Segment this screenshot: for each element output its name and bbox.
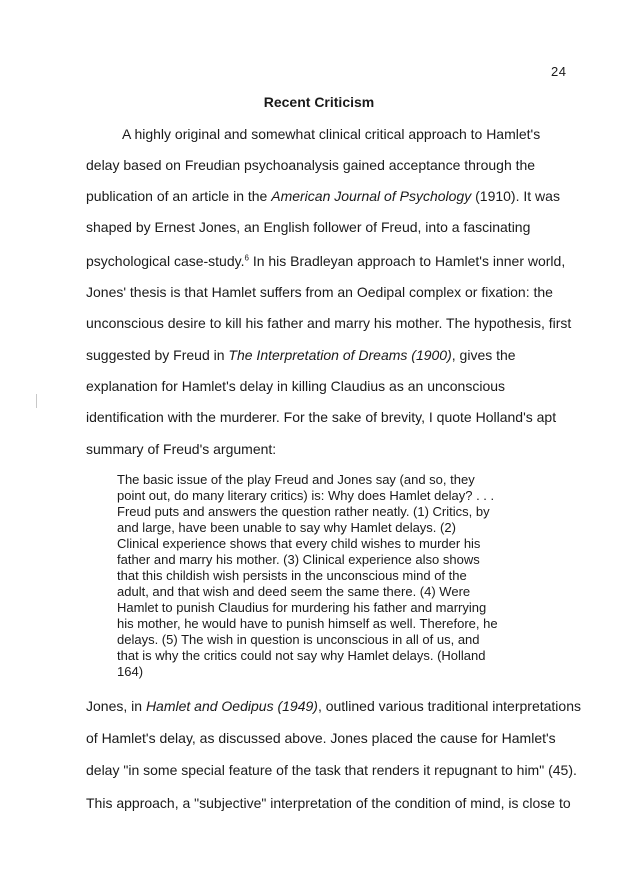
para1-line-4: shaped by Ernest Jones, an English follower of Freud, into a fascinating xyxy=(86,219,531,235)
para1-line-1: A highly original and somewhat clinical critical approach to Hamlet's xyxy=(122,126,541,142)
quote-line: 164) xyxy=(117,664,144,679)
text: psychological case-study. xyxy=(86,253,245,269)
para1-line-5 xyxy=(86,252,565,270)
quote-line: and large, have been unable to say why Hamlet delays. (2) xyxy=(117,520,456,535)
journal-title: American Journal of Psychology xyxy=(271,188,472,204)
para1-line-11: summary of Freud's argument: xyxy=(86,441,277,457)
scan-margin-mark xyxy=(36,394,37,408)
text: suggested by Freud in xyxy=(86,347,229,363)
para1-line-9: explanation for Hamlet's delay in killing Claudius as an unconscious xyxy=(86,378,506,394)
text: Jones, in xyxy=(86,698,146,714)
quote-line: his mother, he would have to punish himself as well. Therefore, he xyxy=(117,616,498,631)
book-title: Hamlet and Oedipus (1949) xyxy=(145,698,318,714)
quote-line: father and marry his mother. (3) Clinical experience also shows xyxy=(117,552,480,567)
text: (1910). It was xyxy=(471,188,560,204)
quote-line: that is why the critics could not say why Hamlet delays. (Holland xyxy=(117,648,486,663)
para1-line-8 xyxy=(86,346,516,364)
para1-line-2: delay based on Freudian psychoanalysis gained acceptance through the xyxy=(86,157,536,173)
para2-line-2: of Hamlet's delay, as discussed above. Jones placed the cause for Hamlet's xyxy=(86,730,556,746)
text: In his Bradleyan approach to Hamlet's inner world, xyxy=(248,253,566,269)
footnote-marker: 6 xyxy=(244,253,249,263)
quote-line: Freud puts and answers the question rather neatly. (1) Critics, by xyxy=(117,504,490,519)
quote-line: that this childish wish persists in the unconscious mind of the xyxy=(117,568,467,583)
quote-line: delays. (5) The wish in question is unconscious in all of us, and xyxy=(117,632,480,647)
para1-line-7: unconscious desire to kill his father and marry his mother. The hypothesis, first xyxy=(86,315,572,331)
page-number: 24 xyxy=(551,64,567,79)
quote-line: adult, and that wish and deed seem the same there. (4) Were xyxy=(117,584,471,599)
para2-line-4: This approach, a "subjective" interpretation of the condition of mind, is close to xyxy=(86,795,571,811)
section-heading: Recent Criticism xyxy=(263,94,375,110)
book-title: The Interpretation of Dreams (1900) xyxy=(228,347,452,363)
quote-line: Clinical experience shows that every child wishes to murder his xyxy=(117,536,481,551)
quote-line: Hamlet to punish Claudius for murdering his father and marrying xyxy=(117,600,487,615)
para1-line-3 xyxy=(86,187,560,205)
para2-line-1 xyxy=(86,697,581,715)
quote-line: point out, do many literary critics) is: Why does Hamlet delay? . . . xyxy=(117,488,495,503)
text: , gives the xyxy=(451,347,516,363)
para2-line-3: delay "in some special feature of the task that renders it repugnant to him" (45). xyxy=(86,762,577,778)
para1-line-6: Jones' thesis is that Hamlet suffers from an Oedipal complex or fixation: the xyxy=(86,284,553,300)
para1-line-10: identification with the murderer. For the sake of brevity, I quote Holland's apt xyxy=(86,409,557,425)
quote-line: The basic issue of the play Freud and Jones say (and so, they xyxy=(117,472,475,487)
text: , outlined various traditional interpretations xyxy=(317,698,581,714)
text: publication of an article in the xyxy=(86,188,272,204)
